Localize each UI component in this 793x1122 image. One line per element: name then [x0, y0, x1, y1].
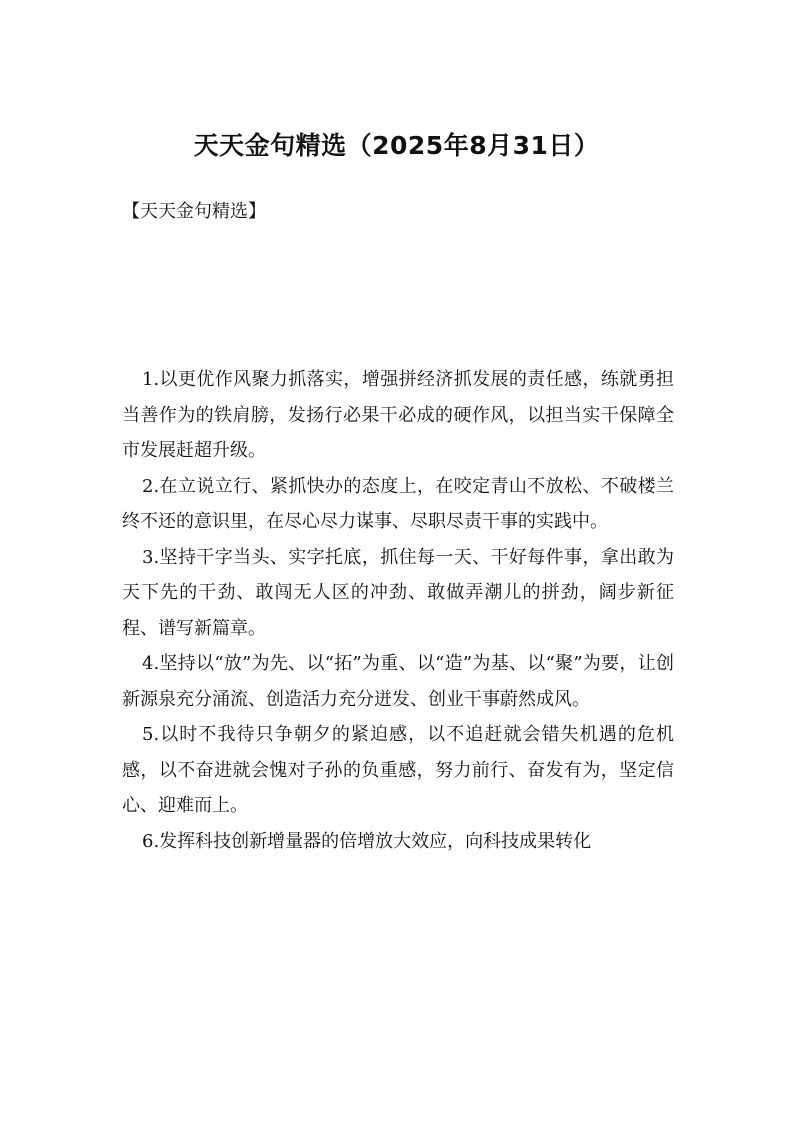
document-body [122, 362, 674, 859]
paragraph-2: 2.在立说立行、紧抓快办的态度上，在咬定青山不放松、不破楼兰终不还的意识里，在尽心尽力谋事、尽职尽责干事的实践中。 [122, 475, 674, 532]
paragraph-3: 3.坚持干字当头、实字托底，抓住每一天、干好每件事，拿出敢为天下先的干劲、敢闯无人区的冲劲、敢做弄潮儿的拼劲，阔步新征程、谱写新篇章。 [122, 546, 674, 639]
paragraph-6: 6.发挥科技创新增量器的倍增放大效应，向科技成果转化 [142, 830, 592, 852]
section-label: 【天天金句精选】 [122, 201, 266, 222]
paragraph-5: 5.以时不我待只争朝夕的紧迫感，以不追赶就会错失机遇的危机感，以不奋进就会愧对子孙的负重感，努力前行、奋发有为，坚定信心、迎难而上。 [122, 724, 674, 816]
paragraph-4: 4.坚持以“放”为先、以“拓”为重、以“造”为基、以“聚”为要，让创新源泉充分涌流、创造活力充分迸发、创业干事蔚然成风。 [122, 653, 674, 710]
paragraph-1: 1.以更优作风聚力抓落实，增强拼经济抓发展的责任感，练就勇担当善作为的铁肩膀，发扬行必果干必成的硬作风，以担当实干保障全市发展赶超升级。 [122, 369, 674, 461]
document-title: 天天金句精选（2025年8月31日） [193, 131, 600, 160]
